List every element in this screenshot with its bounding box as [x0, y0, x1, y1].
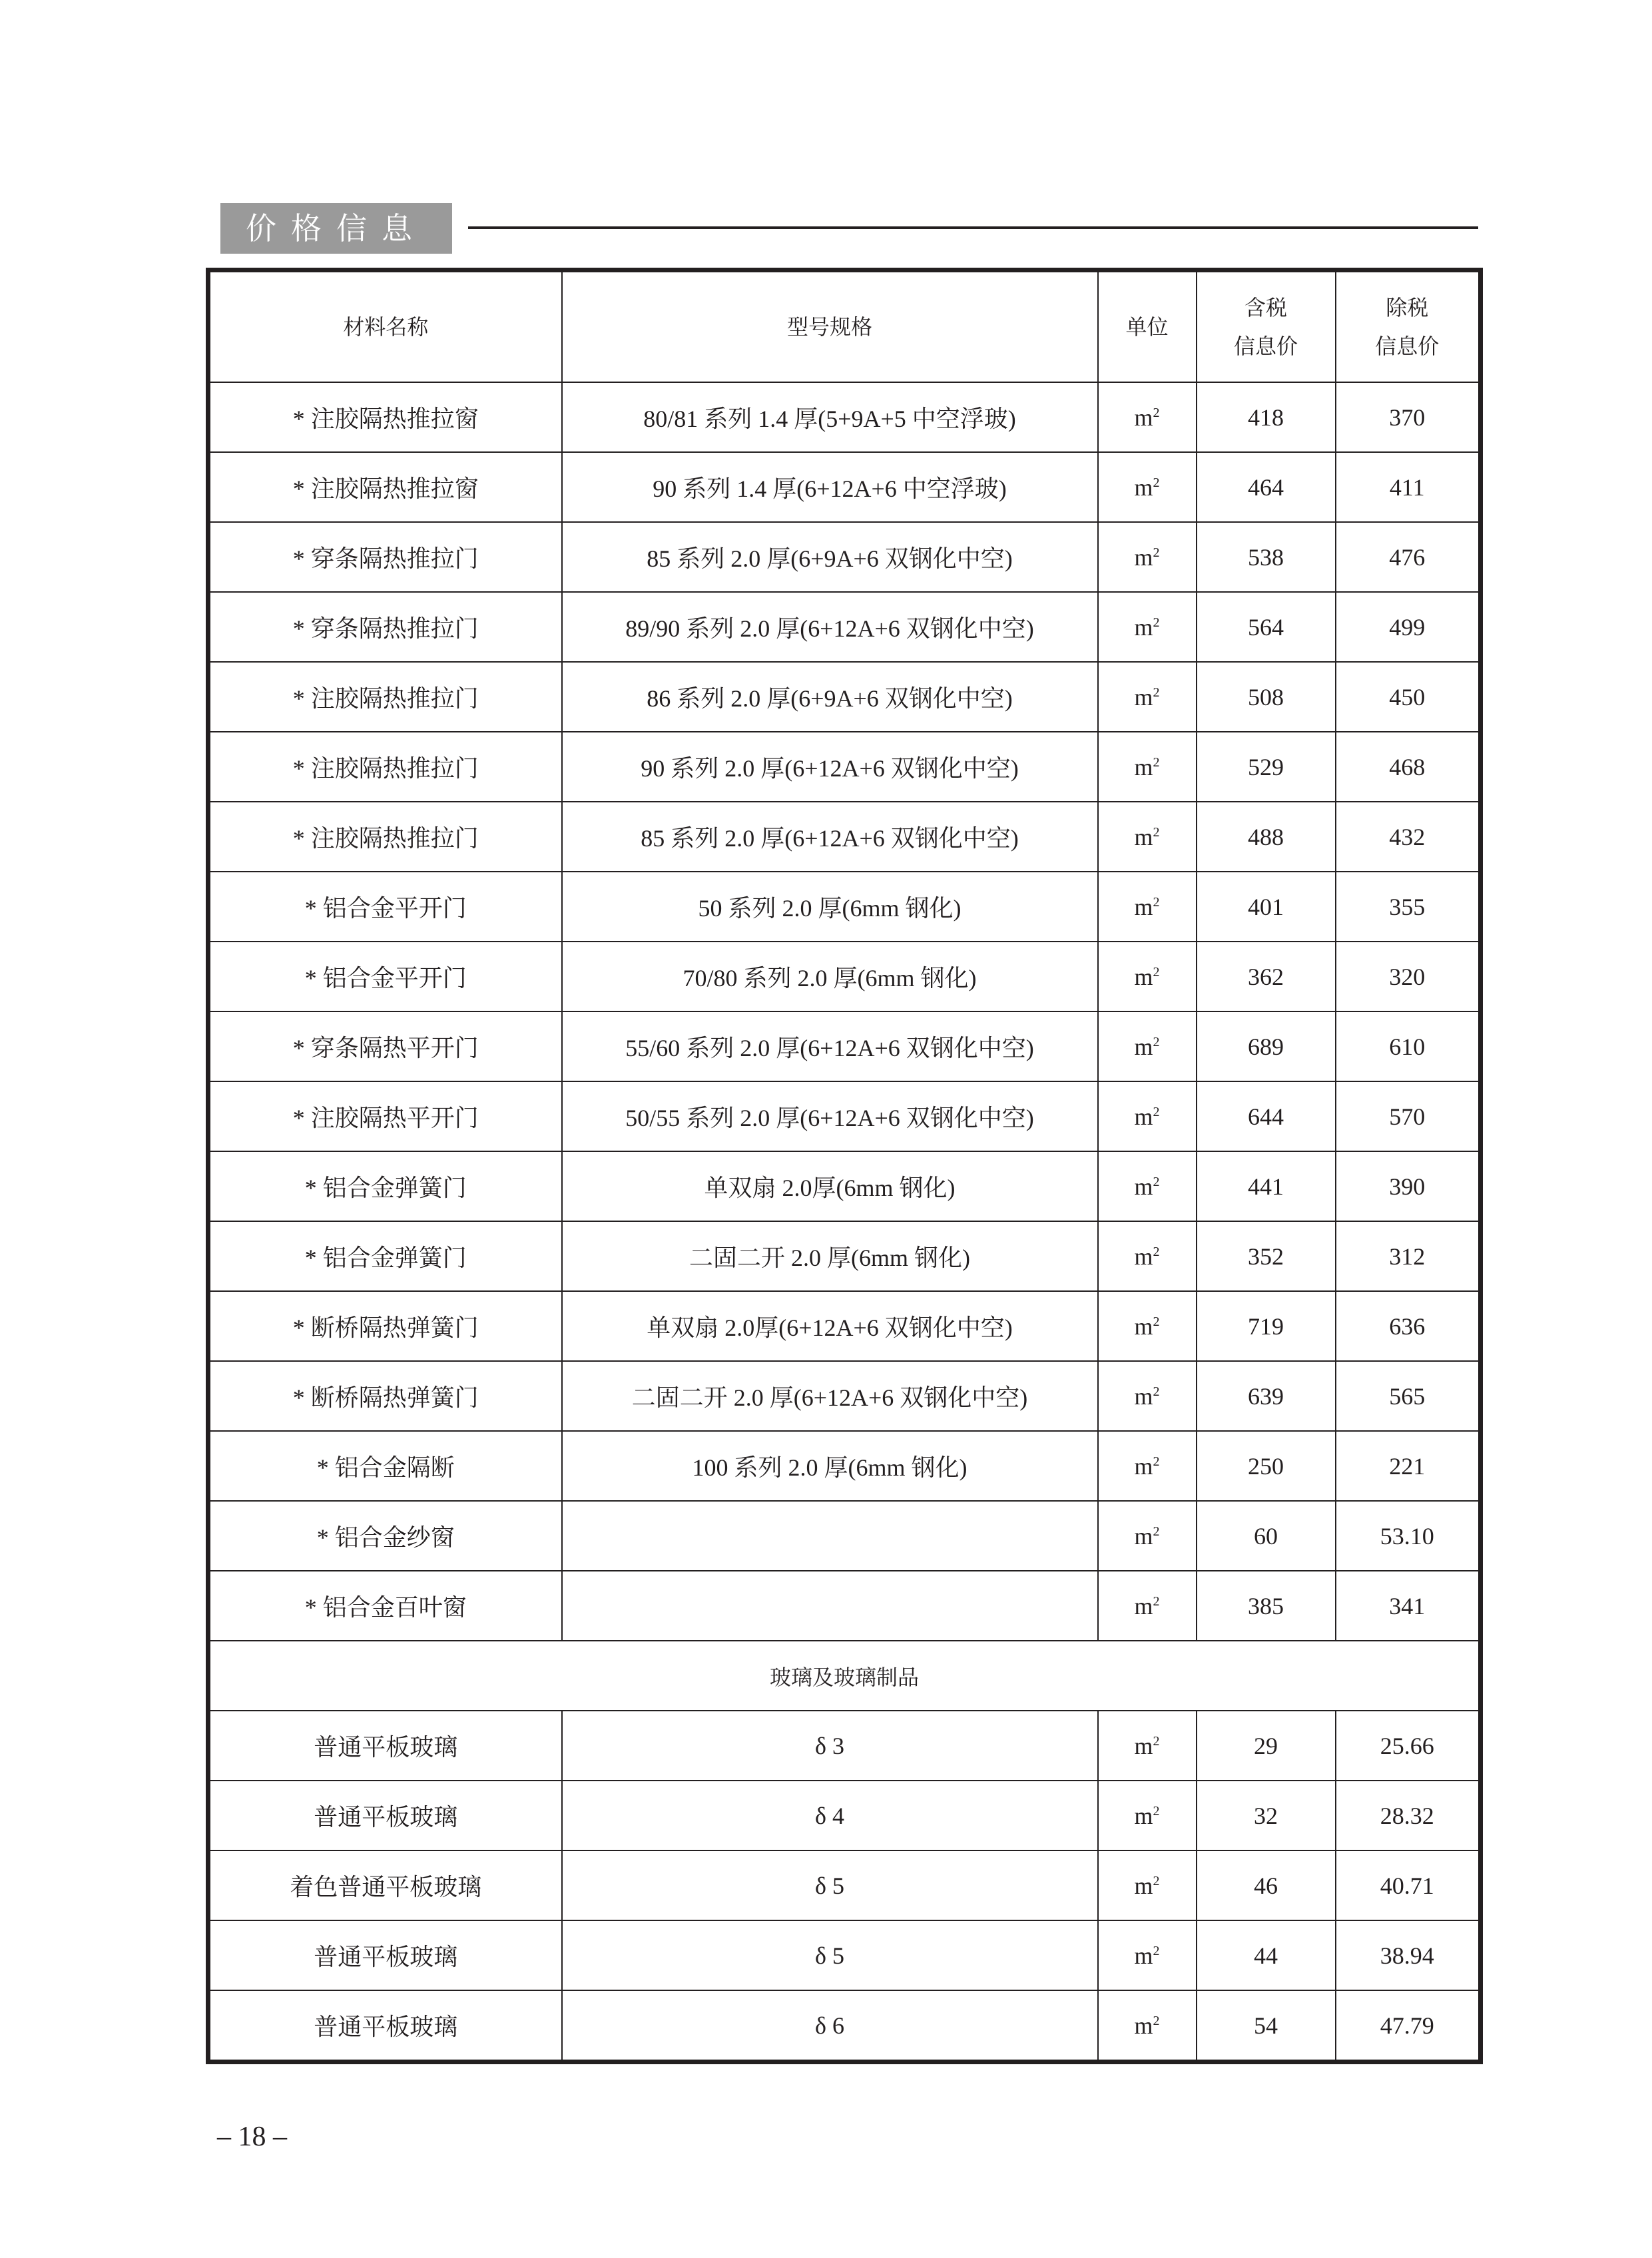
unit-cell: $m^2$ [1098, 802, 1197, 872]
material-name-cell: * 注胶隔热推拉门 [208, 732, 562, 802]
table-row [208, 1501, 1481, 1571]
notax-price-cell: 610 [1336, 1011, 1481, 1081]
unit-cell: $m^2$ [1098, 1781, 1197, 1850]
spec-cell: 85 系列 2.0 厚(6+9A+6 双钢化中空) [562, 522, 1098, 592]
tax-price-cell: 538 [1197, 522, 1336, 592]
notax-price-cell: 28.32 [1336, 1781, 1481, 1850]
unit-cell: $m^2$ [1098, 1501, 1197, 1571]
notax-price-cell: 341 [1336, 1571, 1481, 1641]
col-header-spec: 型号规格 [562, 270, 1098, 383]
table-row [208, 1151, 1481, 1221]
unit-exponent: 2 [1153, 1314, 1160, 1329]
table-row [208, 1011, 1481, 1081]
unit-exponent: 2 [1153, 2013, 1160, 2028]
material-name-cell: * 断桥隔热弹簧门 [208, 1361, 562, 1431]
notax-price-cell: 221 [1336, 1431, 1481, 1501]
unit-exponent: 2 [1153, 685, 1160, 700]
unit-exponent: 2 [1153, 754, 1160, 770]
table-row [208, 1431, 1481, 1501]
tax-price-cell: 441 [1197, 1151, 1336, 1221]
table-row [208, 1361, 1481, 1431]
material-name-cell: 普通平板玻璃 [208, 1990, 562, 2062]
unit-exponent: 2 [1153, 1034, 1160, 1049]
spec-cell: 89/90 系列 2.0 厚(6+12A+6 双钢化中空) [562, 592, 1098, 662]
notax-price-cell: 411 [1336, 452, 1481, 522]
notax-price-cell: 40.71 [1336, 1850, 1481, 1920]
spec-cell: 85 系列 2.0 厚(6+12A+6 双钢化中空) [562, 802, 1098, 872]
table-row [208, 1711, 1481, 1781]
unit-cell: $m^2$ [1098, 1920, 1197, 1990]
table-row [208, 452, 1481, 522]
tax-price-cell: 488 [1197, 802, 1336, 872]
table-row [208, 1291, 1481, 1361]
tax-price-cell: 29 [1197, 1711, 1336, 1781]
notax-price-cell: 312 [1336, 1221, 1481, 1291]
table-row [208, 1081, 1481, 1151]
unit-exponent: 2 [1153, 1244, 1160, 1259]
tax-price-cell: 689 [1197, 1011, 1336, 1081]
unit-exponent: 2 [1153, 824, 1160, 840]
table-row [208, 872, 1481, 942]
header-rule [468, 226, 1478, 229]
unit-cell: $m^2$ [1098, 522, 1197, 592]
tax-price-cell: 46 [1197, 1850, 1336, 1920]
notax-price-cell: 432 [1336, 802, 1481, 872]
tax-price-cell: 401 [1197, 872, 1336, 942]
unit-cell: $m^2$ [1098, 1571, 1197, 1641]
unit-exponent: 2 [1153, 545, 1160, 560]
table-row [208, 382, 1481, 452]
spec-cell: 55/60 系列 2.0 厚(6+12A+6 双钢化中空) [562, 1011, 1098, 1081]
material-name-cell: * 注胶隔热推拉门 [208, 802, 562, 872]
table-row [208, 1920, 1481, 1990]
tax-price-cell: 32 [1197, 1781, 1336, 1850]
tax-price-cell: 644 [1197, 1081, 1336, 1151]
spec-cell: δ 5 [562, 1920, 1098, 1990]
unit-cell: $m^2$ [1098, 1291, 1197, 1361]
section-row [208, 1641, 1481, 1711]
section-label: 玻璃及玻璃制品 [208, 1641, 1481, 1711]
unit-exponent: 2 [1153, 475, 1160, 490]
unit-cell: $m^2$ [1098, 1011, 1197, 1081]
spec-cell: δ 6 [562, 1990, 1098, 2062]
col-header-name: 材料名称 [208, 270, 562, 383]
table-row [208, 1571, 1481, 1641]
material-name-cell: * 穿条隔热平开门 [208, 1011, 562, 1081]
notax-price-cell: 468 [1336, 732, 1481, 802]
unit-cell: $m^2$ [1098, 1081, 1197, 1151]
unit-cell: $m^2$ [1098, 1850, 1197, 1920]
page-number: – 18 – [217, 2121, 287, 2152]
spec-cell: δ 4 [562, 1781, 1098, 1850]
unit-exponent: 2 [1153, 1524, 1160, 1539]
notax-price-cell: 390 [1336, 1151, 1481, 1221]
unit-exponent: 2 [1153, 964, 1160, 980]
spec-cell: 70/80 系列 2.0 厚(6mm 钢化) [562, 942, 1098, 1011]
tax-price-cell: 464 [1197, 452, 1336, 522]
unit-exponent: 2 [1153, 1593, 1160, 1609]
tax-price-cell: 362 [1197, 942, 1336, 1011]
material-name-cell: * 铝合金弹簧门 [208, 1221, 562, 1291]
material-name-cell: 普通平板玻璃 [208, 1711, 562, 1781]
spec-cell: 50 系列 2.0 厚(6mm 钢化) [562, 872, 1098, 942]
table-row [208, 942, 1481, 1011]
unit-exponent: 2 [1153, 894, 1160, 910]
col-header-tax-price: 含税 信息价 [1197, 270, 1336, 383]
table-row [208, 592, 1481, 662]
table-row [208, 802, 1481, 872]
unit-cell: $m^2$ [1098, 1151, 1197, 1221]
unit-exponent: 2 [1153, 615, 1160, 630]
material-name-cell: * 断桥隔热弹簧门 [208, 1291, 562, 1361]
material-name-cell: * 铝合金百叶窗 [208, 1571, 562, 1641]
tax-price-cell: 54 [1197, 1990, 1336, 2062]
unit-cell: $m^2$ [1098, 1711, 1197, 1781]
tax-price-cell: 639 [1197, 1361, 1336, 1431]
spec-cell: 100 系列 2.0 厚(6mm 钢化) [562, 1431, 1098, 1501]
unit-cell: $m^2$ [1098, 1361, 1197, 1431]
tax-price-cell: 60 [1197, 1501, 1336, 1571]
spec-cell: 50/55 系列 2.0 厚(6+12A+6 双钢化中空) [562, 1081, 1098, 1151]
unit-cell: $m^2$ [1098, 662, 1197, 732]
spec-cell: 90 系列 1.4 厚(6+12A+6 中空浮玻) [562, 452, 1098, 522]
material-name-cell: * 穿条隔热推拉门 [208, 592, 562, 662]
unit-exponent: 2 [1153, 405, 1160, 420]
tax-price-cell: 44 [1197, 1920, 1336, 1990]
material-name-cell: 普通平板玻璃 [208, 1781, 562, 1850]
material-name-cell: 普通平板玻璃 [208, 1920, 562, 1990]
unit-cell: $m^2$ [1098, 382, 1197, 452]
unit-exponent: 2 [1153, 1384, 1160, 1399]
spec-cell: δ 3 [562, 1711, 1098, 1781]
unit-exponent: 2 [1153, 1803, 1160, 1819]
material-name-cell: 着色普通平板玻璃 [208, 1850, 562, 1920]
unit-exponent: 2 [1153, 1943, 1160, 1958]
col-header-unit: 单位 [1098, 270, 1197, 383]
material-name-cell: * 铝合金隔断 [208, 1431, 562, 1501]
spec-cell: 二固二开 2.0 厚(6mm 钢化) [562, 1221, 1098, 1291]
material-name-cell: * 注胶隔热推拉窗 [208, 452, 562, 522]
spec-cell: 单双扇 2.0厚(6+12A+6 双钢化中空) [562, 1291, 1098, 1361]
spec-cell: δ 5 [562, 1850, 1098, 1920]
notax-price-cell: 47.79 [1336, 1990, 1481, 2062]
notax-price-cell: 370 [1336, 382, 1481, 452]
notax-price-cell: 320 [1336, 942, 1481, 1011]
material-name-cell: * 铝合金平开门 [208, 942, 562, 1011]
unit-cell: $m^2$ [1098, 452, 1197, 522]
tax-price-cell: 352 [1197, 1221, 1336, 1291]
spec-cell [562, 1571, 1098, 1641]
tax-price-cell: 564 [1197, 592, 1336, 662]
unit-cell: $m^2$ [1098, 942, 1197, 1011]
material-name-cell: * 铝合金纱窗 [208, 1501, 562, 1571]
notax-price-cell: 476 [1336, 522, 1481, 592]
unit-cell: $m^2$ [1098, 872, 1197, 942]
material-name-cell: * 注胶隔热推拉窗 [208, 382, 562, 452]
table-row [208, 662, 1481, 732]
spec-cell: 二固二开 2.0 厚(6+12A+6 双钢化中空) [562, 1361, 1098, 1431]
unit-cell: $m^2$ [1098, 1990, 1197, 2062]
unit-cell: $m^2$ [1098, 1221, 1197, 1291]
tax-price-cell: 508 [1197, 662, 1336, 732]
unit-cell: $m^2$ [1098, 1431, 1197, 1501]
spec-cell [562, 1501, 1098, 1571]
notax-price-cell: 450 [1336, 662, 1481, 732]
notax-price-cell: 25.66 [1336, 1711, 1481, 1781]
unit-exponent: 2 [1153, 1454, 1160, 1469]
table-row [208, 1781, 1481, 1850]
notax-price-cell: 38.94 [1336, 1920, 1481, 1990]
notax-price-cell: 499 [1336, 592, 1481, 662]
unit-exponent: 2 [1153, 1873, 1160, 1888]
material-name-cell: * 铝合金弹簧门 [208, 1151, 562, 1221]
table-row [208, 1221, 1481, 1291]
section-title: 价格信息 [220, 203, 452, 254]
unit-cell: $m^2$ [1098, 592, 1197, 662]
spec-cell: 单双扇 2.0厚(6mm 钢化) [562, 1151, 1098, 1221]
notax-price-cell: 53.10 [1336, 1501, 1481, 1571]
table-row [208, 1850, 1481, 1920]
notax-price-cell: 355 [1336, 872, 1481, 942]
table-row [208, 1990, 1481, 2062]
tax-price-cell: 529 [1197, 732, 1336, 802]
spec-cell: 90 系列 2.0 厚(6+12A+6 双钢化中空) [562, 732, 1098, 802]
tax-price-cell: 250 [1197, 1431, 1336, 1501]
material-name-cell: * 注胶隔热推拉门 [208, 662, 562, 732]
table-row [208, 732, 1481, 802]
notax-price-cell: 636 [1336, 1291, 1481, 1361]
tax-price-cell: 385 [1197, 1571, 1336, 1641]
tax-price-cell: 719 [1197, 1291, 1336, 1361]
notax-price-cell: 565 [1336, 1361, 1481, 1431]
tax-price-cell: 418 [1197, 382, 1336, 452]
material-name-cell: * 铝合金平开门 [208, 872, 562, 942]
unit-exponent: 2 [1153, 1174, 1160, 1189]
spec-cell: 80/81 系列 1.4 厚(5+9A+5 中空浮玻) [562, 382, 1098, 452]
material-name-cell: * 注胶隔热平开门 [208, 1081, 562, 1151]
price-table [206, 268, 1483, 2064]
table-header-row [208, 270, 1481, 383]
unit-cell: $m^2$ [1098, 732, 1197, 802]
unit-exponent: 2 [1153, 1733, 1160, 1749]
material-name-cell: * 穿条隔热推拉门 [208, 522, 562, 592]
unit-exponent: 2 [1153, 1104, 1160, 1119]
spec-cell: 86 系列 2.0 厚(6+9A+6 双钢化中空) [562, 662, 1098, 732]
table-row [208, 522, 1481, 592]
notax-price-cell: 570 [1336, 1081, 1481, 1151]
col-header-notax-price: 除税 信息价 [1336, 270, 1481, 383]
